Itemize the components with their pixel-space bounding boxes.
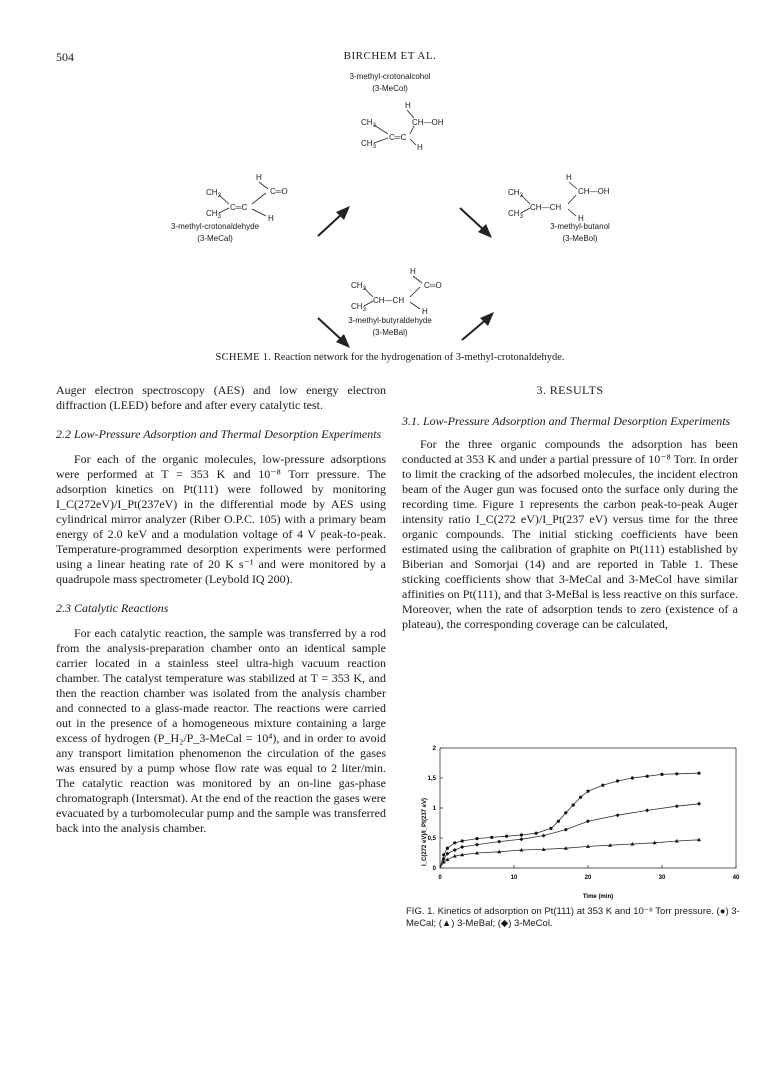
data-point-3-MeCal <box>490 836 493 839</box>
left-compound-abbr: (3-MeCal) <box>197 234 233 243</box>
svg-text:C═O: C═O <box>424 281 442 290</box>
data-point-3-MeCol <box>675 804 679 808</box>
data-point-3-MeCol <box>460 845 464 849</box>
adsorption-kinetics-chart <box>402 740 742 902</box>
data-point-3-MeCol <box>586 819 590 823</box>
y-tick-label: 0 <box>432 866 436 872</box>
data-point-3-MeCal <box>579 796 582 799</box>
y-tick-label: 2 <box>432 746 436 752</box>
svg-text:H: H <box>566 173 572 182</box>
y-tick-label: 1 <box>432 806 436 812</box>
svg-text:CH3: $CH_3$ <box>361 139 376 150</box>
right-compound-abbr: (3-MeBol) <box>562 234 598 243</box>
x-axis-label: Time (min) <box>582 894 614 900</box>
results-heading: 3. RESULTS <box>536 383 604 397</box>
data-point-3-MeCal <box>660 773 663 776</box>
svg-text:CH3: $CH_3$ <box>206 188 221 199</box>
right-compound-name: 3-methyl-butanol <box>550 222 610 231</box>
data-point-3-MeCal <box>557 820 560 823</box>
svg-text:C═O: C═O <box>270 187 288 196</box>
svg-text:CH—OH: CH—OH <box>412 118 444 127</box>
x-tick-label: 10 <box>510 875 518 881</box>
svg-text:H: H <box>410 267 416 276</box>
x-tick-label: 0 <box>438 875 442 881</box>
y-tick-label: 1,5 <box>427 776 436 782</box>
section-3-1-body: For the three organic compounds the adsorption has been conducted at 353 K and under a partial pressure of 10⁻⁸ Torr. In order to limit the cracking of the adsorbed molecules, the incident electron beam of the Auger gun was focused onto the surface only during the recording time. Figure 1 represents the carbon peak-to-peak Auger intensity ratio I_C(272 eV)/I_Pt(237 eV) versus time for the three organic compounds. The initial sticking coefficients have been estimated using the calibration of graphite on Pt(111) established by Biberian and Somorjai (14) and are reported in Table 1. These sticking coefficients show that 3-MeCal and 3-MeCol have similar affinities on Pt(111), and that 3-MeBal is less reactive on this surface. Moreover, when the rate of adsorption tends to zero (existence of a plateau), the corresponding coverage can be calculated, <box>402 437 738 631</box>
svg-text:CH3: $CH_3$ <box>508 188 523 199</box>
svg-text:C═C: C═C <box>389 133 407 142</box>
figure-caption: FIG. 1. Kinetics of adsorption on Pt(111) at 353 K and 10⁻⁸ Torr pressure. (●) 3-MeCal; (▲) 3-MeBal; (◆) 3-MeCol. <box>406 906 740 929</box>
data-point-3-MeCol <box>697 802 701 806</box>
x-tick-label: 30 <box>658 875 666 881</box>
x-tick-label: 20 <box>584 875 592 881</box>
bottom-compound-abbr: (3-MeBal) <box>372 328 408 337</box>
svg-text:H: H <box>256 173 262 182</box>
data-point-3-MeCal <box>586 790 589 793</box>
data-point-3-MeCal <box>446 847 449 850</box>
right-column <box>402 383 738 632</box>
intro-paragraph: Auger electron spectroscopy (AES) and low energy electron diffraction (LEED) before and after every catalytic test. <box>56 383 386 412</box>
series-line-3-MeCol <box>440 804 699 868</box>
data-point-3-MeCal <box>453 841 456 844</box>
running-head: BIRCHEM ET AL. <box>343 50 437 62</box>
y-axis-label: I_C(272 eV)/I_Pt(237 eV) <box>422 797 428 867</box>
data-point-3-MeCol <box>542 834 546 838</box>
top-compound-name: 3-methyl-crotonalcohol <box>349 72 431 81</box>
data-point-3-MeCal <box>616 779 619 782</box>
svg-text:H: H <box>578 214 584 223</box>
svg-text:H: H <box>422 307 428 316</box>
scheme-caption-text: Reaction network for the hydrogenation of 3-methyl-crotonaldehyde. <box>273 352 565 363</box>
x-tick-label: 40 <box>732 875 740 881</box>
svg-text:CH3: $CH_3$ <box>361 118 376 129</box>
left-column <box>56 383 386 836</box>
svg-text:CH3: $CH_3$ <box>206 209 221 220</box>
section-3-1-title: 3.1. Low-Pressure Adsorption and Thermal Desorption Experiments <box>402 414 731 428</box>
data-point-3-MeCal <box>564 811 567 814</box>
section-2-3-title: 2.3 Catalytic Reactions <box>56 601 169 615</box>
data-point-3-MeCal <box>442 853 445 856</box>
series-line-3-MeCal <box>440 773 699 868</box>
scheme-structures <box>0 68 780 348</box>
data-point-3-MeCal <box>697 772 700 775</box>
data-point-3-MeCol <box>564 828 568 832</box>
left-compound-name: 3-methyl-crotonaldehyde <box>170 222 260 231</box>
data-point-3-MeCal <box>505 835 508 838</box>
svg-text:CH3: $CH_3$ <box>351 302 366 313</box>
data-point-3-MeCal <box>549 827 552 830</box>
plot-frame <box>440 748 736 868</box>
page-number: 504 <box>56 50 74 64</box>
data-point-3-MeCol <box>645 808 649 812</box>
svg-text:CH3: $CH_3$ <box>351 281 366 292</box>
data-point-3-MeCal <box>520 833 523 836</box>
data-point-3-MeCal <box>631 776 634 779</box>
y-tick-label: 0,5 <box>427 836 436 842</box>
data-point-3-MeCol <box>475 843 479 847</box>
svg-text:C═C: C═C <box>230 203 248 212</box>
data-point-3-MeCol <box>453 848 457 852</box>
svg-text:CH—CH: CH—CH <box>530 203 562 212</box>
data-point-3-MeCal <box>646 775 649 778</box>
scheme-caption <box>0 352 780 363</box>
data-point-3-MeCal <box>475 837 478 840</box>
svg-text:CH—OH: CH—OH <box>578 187 610 196</box>
data-point-3-MeCal <box>572 803 575 806</box>
top-compound-abbr: (3-MeCol) <box>372 84 408 93</box>
data-point-3-MeCal <box>535 832 538 835</box>
svg-text:CH—CH: CH—CH <box>373 296 405 305</box>
section-2-2-body: For each of the organic molecules, low-pressure adsorptions were performed at T = 353 K and 10⁻⁸ Torr pressure. The adsorption kinetics on Pt(111) were followed by monitoring I_C(272eV)/I_Pt(237eV) in the differential mode by AES using cylindrical mirror analyzer (Riber O.P.C. 105) with a primary beam energy of 2.0 keV and a modulation voltage of 4 V peak-to-peak. Temperature-programmed desorption experiments were performed using a linear heating rate of 20 K s⁻¹ and were monitored by a quadrupole mass spectrometer (Leybold IQ 200). <box>56 452 386 586</box>
data-point-3-MeCol <box>497 840 501 844</box>
data-point-3-MeCol <box>616 813 620 817</box>
scheme-caption-label: SCHEME 1. <box>215 352 272 363</box>
reaction-scheme <box>0 68 780 348</box>
svg-text:CH3: $CH_3$ <box>508 209 523 220</box>
data-point-3-MeCal <box>601 784 604 787</box>
data-point-3-MeCol <box>519 837 523 841</box>
atom-h: H <box>405 101 411 110</box>
data-point-3-MeCal <box>461 839 464 842</box>
svg-text:H: H <box>417 143 423 152</box>
svg-text:H: H <box>268 214 274 223</box>
bottom-compound-name: 3-methyl-butyraldehyde <box>348 316 432 325</box>
data-point-3-MeCal <box>675 772 678 775</box>
section-2-3-body: For each catalytic reaction, the sample was transferred by a rod from the analysis-preparation chamber onto an identical sample carrier located in a stainless steel ultra-high vacuum reaction chamber. The catalyst temperature was stabilized at T = 353 K, and then the reaction chamber was isolated from the analysis chamber and connected to a glass-made reactor. The reactions were carried out in the presence of a homogeneous mixture containing a large excess of hydrogen (P_H₂/P_3-MeCal = 10⁴), and in order to avoid any transport limitation phenomenon the circulation of the gases was ensured by a pump whose flow rate was equal to 2 liter/min. The catalytic reaction was monitored by an on-line gas-phase chromatograph (Intersmat). At the end of the reaction the gases were evacuated by a turbomolecular pump and the sample was transferred back into the analysis chamber. <box>56 626 386 835</box>
section-2-2-title: 2.2 Low-Pressure Adsorption and Thermal Desorption Experiments <box>56 427 382 441</box>
